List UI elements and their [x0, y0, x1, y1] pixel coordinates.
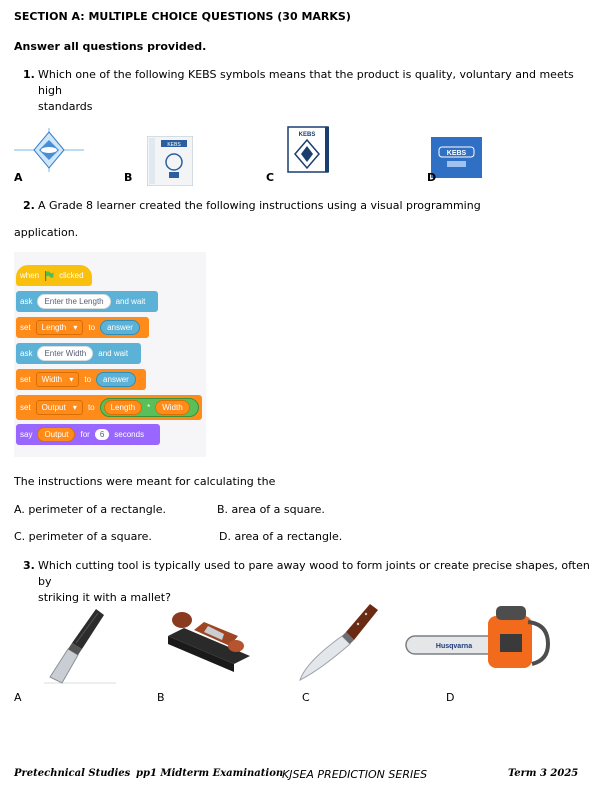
output-reporter: Output [37, 427, 75, 442]
when-flag-clicked-block [16, 265, 92, 286]
seconds-label: seconds [114, 430, 145, 439]
q1-option-c-image [287, 126, 331, 174]
when-label: when [20, 271, 40, 280]
q2-number: 2. [23, 199, 35, 212]
q3-text-line2: striking it with a mallet? [38, 591, 171, 604]
clicked-label: clicked [59, 271, 84, 280]
q1-text-line2: standards [38, 100, 93, 113]
q1-option-b-label: B [124, 171, 133, 184]
ask-width-input: Enter Width [37, 346, 93, 361]
hand-plane-icon [164, 606, 252, 676]
ask-length-input: Enter the Length [37, 294, 110, 309]
q3-option-c-label: C [302, 691, 310, 704]
set-output-block [16, 395, 202, 420]
q1-option-d-image [431, 137, 482, 178]
length-variable-name: Length [41, 323, 67, 332]
q3-option-a-label: A [14, 691, 22, 704]
length-reporter: Length [104, 400, 142, 415]
say-label: say [20, 430, 33, 439]
footer-term: Term 3 2025 [508, 768, 579, 779]
set-width-block [16, 369, 146, 390]
q2-text-line2: application. [14, 226, 79, 239]
set-label: set [20, 323, 31, 332]
q2-text-line1: A Grade 8 learner created the following instructions using a visual programming [38, 199, 481, 212]
q2-option-c: C. perimeter of a square. [14, 530, 152, 543]
kebs-standardization-mark-icon [147, 136, 193, 186]
q1-option-d-label: D [427, 171, 437, 184]
q1-text [38, 67, 598, 115]
answer-reporter: answer [96, 372, 136, 387]
answer-reporter: answer [100, 320, 140, 335]
set-length-block [16, 317, 149, 338]
to-label: to [88, 323, 96, 332]
seconds-input: 6 [95, 429, 109, 440]
q3-option-d-image [402, 594, 552, 676]
to-label: to [87, 403, 95, 412]
output-variable-name: Output [41, 403, 66, 412]
length-variable-dropdown: Length ▾ [36, 320, 84, 335]
scratch-program [14, 252, 206, 457]
q1-option-c-label: C [266, 171, 275, 184]
q3-number: 3. [23, 559, 35, 572]
q1-d-logo-text: KEBS [446, 150, 467, 157]
kebs-blue-badge-icon [431, 137, 482, 178]
q3-option-b-image [164, 606, 252, 676]
to-label: to [84, 375, 92, 384]
and-wait-label: and wait [98, 349, 129, 358]
set-label: set [20, 403, 31, 412]
chainsaw-icon [402, 594, 552, 676]
ask-label: ask [20, 297, 33, 306]
for-label: for [80, 430, 90, 439]
q2-stem: The instructions were meant for calculating the [14, 475, 276, 488]
multiply-operator [100, 398, 199, 417]
width-variable-dropdown: Width ▾ [36, 372, 80, 387]
q2-option-a: A. perimeter of a rectangle. [14, 503, 166, 516]
green-flag-icon [44, 271, 54, 281]
q1-text-line1: Which one of the following KEBS symbols means that the product is quality, voluntary and meets high [38, 68, 574, 97]
output-variable-dropdown: Output ▾ [36, 400, 83, 415]
q1-number: 1. [23, 68, 35, 81]
q2-option-b: B. area of a square. [217, 503, 325, 516]
q1-option-a-image [14, 128, 84, 172]
q1-option-b-image [147, 136, 193, 186]
multiply-symbol: * [147, 403, 151, 412]
ask-length-block [16, 291, 158, 312]
and-wait-label: and wait [115, 297, 146, 306]
width-variable-name: Width [41, 375, 63, 384]
q1-option-a-label: A [14, 171, 23, 184]
section-instruction: Answer all questions provided. [14, 40, 207, 53]
q3-option-d-label: D [446, 691, 455, 704]
kebs-diamond-mark-icon [14, 128, 84, 172]
q3-option-c-image [296, 602, 380, 682]
kebs-diamond-logo-icon [287, 126, 331, 174]
footer-subject: Pretechnical Studies [14, 768, 131, 779]
q1-c-logo-text: KEBS [298, 132, 316, 138]
chainsaw-brand-text: Husqvarna [435, 643, 473, 650]
q2-option-d: D. area of a rectangle. [219, 530, 343, 543]
set-label: set [20, 375, 31, 384]
q3-text-line1: Which cutting tool is typically used to pare away wood to form joints or create precise shapes, often by [38, 559, 590, 588]
ask-width-block [16, 343, 141, 364]
footer-exam: pp1 Midterm Examination [136, 768, 284, 779]
kitchen-knife-icon [296, 602, 380, 682]
q3-option-a-image [40, 603, 120, 685]
footer-series: KJSEA PREDICTION SERIES [282, 768, 428, 781]
q3-option-b-label: B [157, 691, 165, 704]
chisel-icon [40, 603, 120, 685]
q1-b-logo-text: KEBS [167, 142, 181, 148]
ask-label: ask [20, 349, 33, 358]
width-reporter: Width [155, 400, 189, 415]
say-output-block [16, 424, 160, 445]
section-title: SECTION A: MULTIPLE CHOICE QUESTIONS (30 MARKS) [14, 10, 351, 23]
